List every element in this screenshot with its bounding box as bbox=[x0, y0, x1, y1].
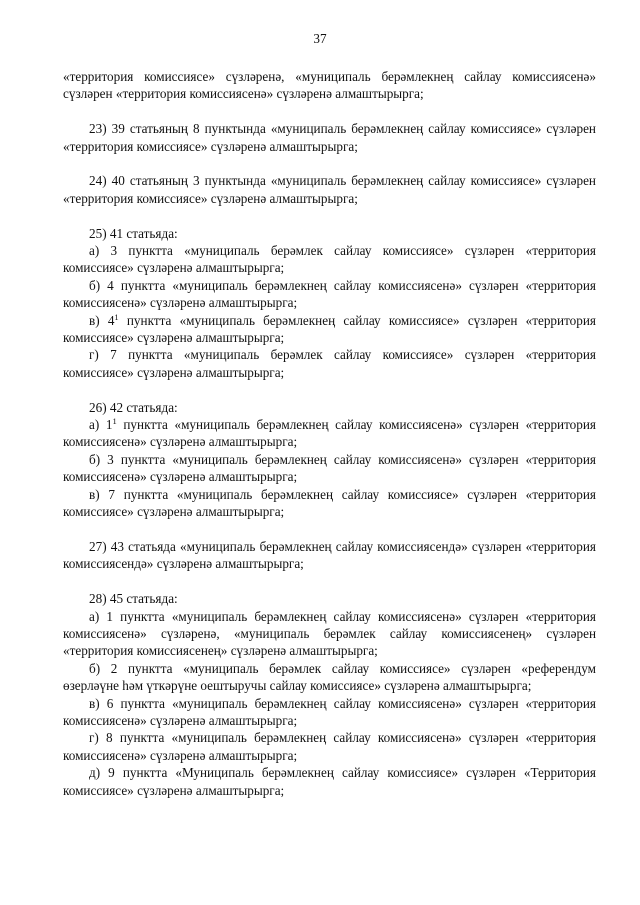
paragraph-item-25-b: б) 4 пунктта «муниципаль берәмлекнең сайлау комиссиясенә» сүзләрен «территория комиссиясенә» сүзләренә алмаштырырга; bbox=[63, 277, 596, 311]
superscript: 1 bbox=[112, 416, 117, 427]
paragraph-item-28-b: б) 2 пунктта «муниципаль берәмлек сайлау комиссиясе» сүзләрен «референдум өзерләүне һәм үткәрүне оештыручы сайлау комиссиясе» сүзләренә алмаштырырга; bbox=[63, 660, 596, 694]
paragraph-item-25-heading: 25) 41 статьяда: bbox=[89, 225, 178, 241]
paragraph-item-28-heading: 28) 45 статьяда: bbox=[89, 591, 178, 607]
item-text: пунктта «муниципаль берәмлекнең сайлау комиссиясенә» сүзләрен «территория комиссиясенә» сүзләренә алмаштырырга; bbox=[63, 417, 596, 450]
paragraph-item-23: 23) 39 статьяның 8 пунктында «муниципаль берәмлекнең сайлау комиссиясе» сүзләрен «территория комиссиясе» сүзләренә алмаштырырга; bbox=[63, 121, 596, 154]
paragraph-item-26-a bbox=[63, 416, 596, 451]
paragraph-item-25-g: г) 7 пунктта «муниципаль берәмлек сайлау комиссиясе» сүзләрен «территория комиссиясе» сүзләренә алмаштырырга; bbox=[63, 347, 596, 380]
paragraph-item-26-heading: 26) 42 статьяда: bbox=[89, 399, 178, 415]
superscript: 1 bbox=[114, 311, 119, 322]
paragraph-item-28-g: г) 8 пунктта «муниципаль берәмлекнең сайлау комиссиясенә» сүзләрен «территория комиссиясенә» сүзләренә алмаштырырга; bbox=[63, 730, 596, 763]
paragraph-item-26-v: в) 7 пунктта «муниципаль берәмлекнең сайлау комиссиясе» сүзләрен «территория комиссиясе» сүзләренә алмаштырырга; bbox=[63, 486, 596, 520]
item-prefix: а) 1 bbox=[89, 417, 113, 433]
item-text: пунктта «муниципаль берәмлекнең сайлау комиссиясе» сүзләрен «территория комиссиясе» сүзләренә алмаштырырга; bbox=[63, 312, 596, 346]
paragraph-item-25-a: а) 3 пунктта «муниципаль берәмлек сайлау комиссиясе» сүзләрен «территория комиссиясе» сүзләренә алмаштырырга; bbox=[63, 243, 596, 276]
item-prefix: в) 4 bbox=[89, 312, 115, 328]
paragraph-item-24: 24) 40 статьяның 3 пунктында «муниципаль берәмлекнең сайлау комиссиясе» сүзләрен «территория комиссиясе» сүзләренә алмаштырырга; bbox=[63, 173, 596, 206]
paragraph-item-28-d: д) 9 пунктта «Муниципаль берәмлекнең сайлау комиссиясе» сүзләрен «Территория комиссиясе» сүзләренә алмаштырырга; bbox=[63, 765, 596, 798]
paragraph-item-28-a: а) 1 пунктта «муниципаль берәмлекнең сайлау комиссиясенә» сүзләрен «территория комиссиясенә» сүзләренә, «муниципаль берәмлек сайлау комиссиясенең» сүзләрен «территория комиссиясенең» сүзләренә алмаштырырга; bbox=[63, 608, 596, 659]
paragraph-item-28-v: в) 6 пунктта «муниципаль берәмлекнең сайлау комиссиясенә» сүзләрен «территория комиссиясенә» сүзләренә алмаштырырга; bbox=[63, 695, 596, 728]
paragraph-item-27: 27) 43 статьяда «муниципаль берәмлекнең сайлау комиссиясендә» сүзләрен «территория комиссиясендә» сүзләренә алмаштырырга; bbox=[63, 538, 596, 572]
paragraph-item-25-v bbox=[63, 312, 596, 347]
paragraph-continuation: «территория комиссиясе» сүзләренә, «муниципаль берәмлекнең сайлау комиссиясенә» сүзләрен «территория комиссиясенә» сүзләренә алмаштырырга; bbox=[63, 69, 596, 102]
paragraph-item-26-b: б) 3 пунктта «муниципаль берәмлекнең сайлау комиссиясенә» сүзләрен «территория комиссиясенә» сүзләренә алмаштырырга; bbox=[63, 451, 596, 485]
document-body bbox=[63, 68, 596, 799]
page-number: 37 bbox=[313, 31, 327, 46]
